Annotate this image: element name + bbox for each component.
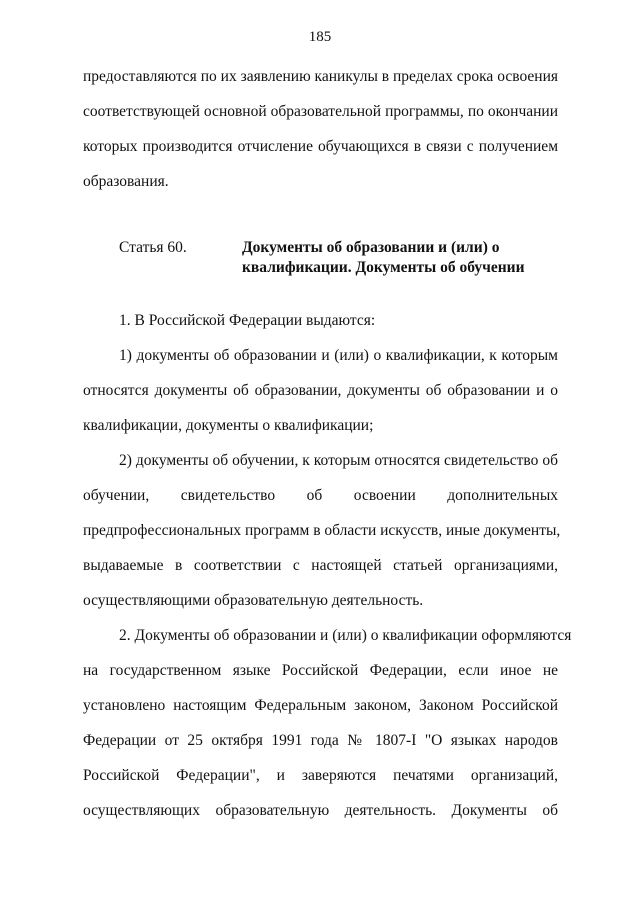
body-line-1: 1. В Российской Федерации выдаются:: [119, 312, 376, 329]
intro-line-4: образования.: [83, 173, 169, 190]
body-line-4: квалификации, документы о квалификации;: [83, 417, 374, 434]
body-line-3: относятся документы об образовании, документы об образовании и о: [83, 382, 558, 399]
intro-line-3: которых производится отчисление обучающихся в связи с получением: [83, 138, 558, 155]
article-title-line-1: Документы об образовании и (или) о: [242, 239, 500, 256]
body-line-2: 1) документы об образовании и (или) о квалификации, к которым: [119, 347, 558, 364]
body-line-12: установлено настоящим Федеральным законом, Законом Российской: [83, 697, 558, 714]
body-line-10: 2. Документы об образовании и (или) о квалификации оформляются: [119, 627, 572, 644]
body-line-13: Федерации от 25 октября 1991 года № 1807-I "О языках народов: [83, 732, 558, 749]
article-title-line-2: квалификации. Документы об обучении: [242, 259, 525, 276]
intro-line-2: соответствующей основной образовательной программы, по окончании: [83, 103, 558, 120]
body-line-14: Российской Федерации", и заверяются печатями организаций,: [83, 767, 558, 784]
body-line-7: предпрофессиональных программ в области искусств, иные документы,: [83, 522, 561, 539]
body-line-8: выдаваемые в соответствии с настоящей статьей организациями,: [83, 557, 558, 574]
body-line-11: на государственном языке Российской Федерации, если иное не: [83, 662, 558, 679]
intro-line-1: предоставляются по их заявлению каникулы в пределах срока освоения: [83, 68, 558, 85]
article-label: Статья 60.: [119, 239, 187, 256]
body-line-6: обучении, свидетельство об освоении дополнительных: [83, 487, 558, 504]
body-line-5: 2) документы об обучении, к которым относятся свидетельство об: [119, 452, 558, 469]
page-number: 185: [308, 29, 332, 45]
body-line-15: осуществляющих образовательную деятельность. Документы об: [83, 802, 558, 819]
body-line-9: осуществляющими образовательную деятельность.: [83, 592, 424, 609]
